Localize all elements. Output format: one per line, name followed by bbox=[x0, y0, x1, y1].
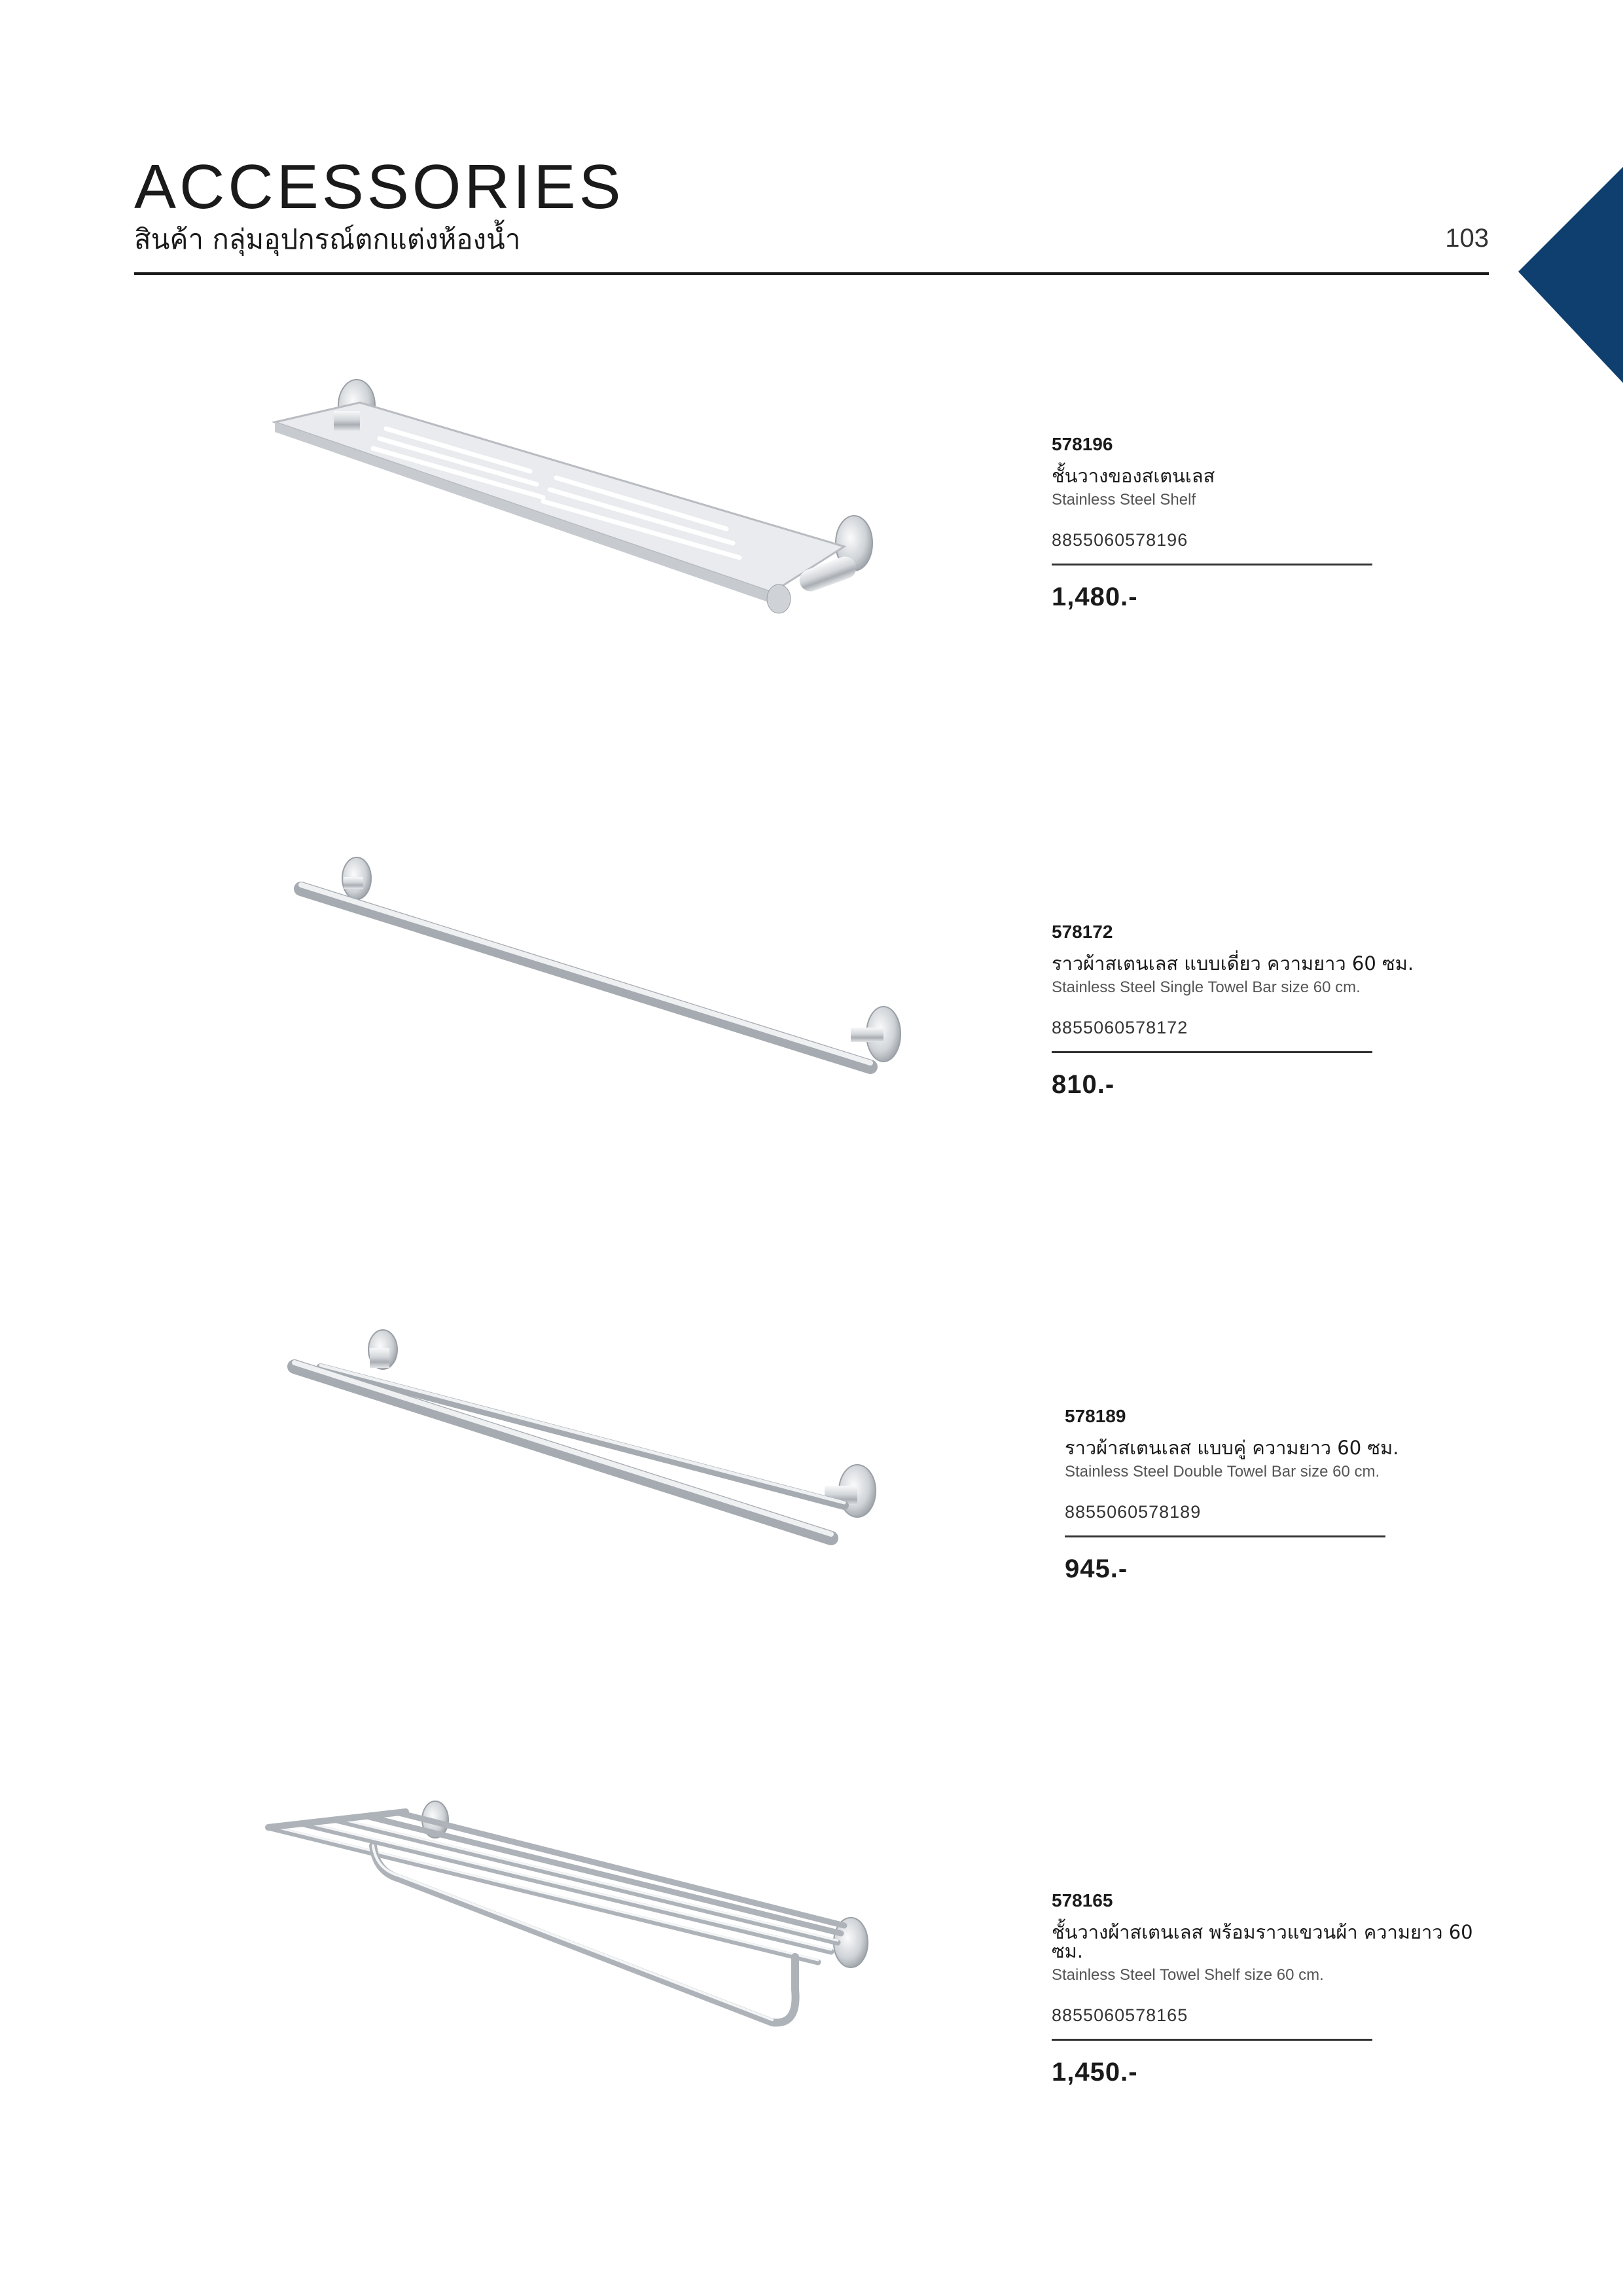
page-title: ACCESSORIES bbox=[134, 152, 624, 222]
product-barcode: 8855060578165 bbox=[1052, 2005, 1188, 2025]
product-name-english: Stainless Steel Double Towel Bar size 60 cm. bbox=[1065, 1463, 1380, 1480]
product-name-english: Stainless Steel Single Towel Bar size 60 cm. bbox=[1052, 978, 1361, 996]
page-number: 103 bbox=[1445, 224, 1489, 253]
product-price: 945.- bbox=[1065, 1554, 1128, 1583]
product-info-578189 bbox=[1065, 1407, 1431, 1582]
page-subtitle: สินค้า กลุ่มอุปกรณ์ตกแต่งห้องน้ำ bbox=[134, 223, 521, 255]
product-code: 578172 bbox=[1052, 922, 1113, 942]
product-info-578165 bbox=[1052, 1892, 1510, 2085]
product-name-english: Stainless Steel Towel Shelf size 60 cm. bbox=[1052, 1966, 1324, 1984]
product-barcode: 8855060578189 bbox=[1065, 1502, 1202, 1522]
product-divider bbox=[1052, 564, 1372, 565]
corner-tab-triangle bbox=[1518, 167, 1623, 383]
header-divider bbox=[134, 272, 1489, 275]
product-name-thai: ชั้นวางของสเตนเลส bbox=[1052, 465, 1215, 487]
product-name-english: Stainless Steel Shelf bbox=[1052, 491, 1196, 509]
product-price: 1,450.- bbox=[1052, 2058, 1138, 2087]
product-name-thai: ราวผ้าสเตนเลส แบบคู่ ความยาว 60 ซม. bbox=[1065, 1437, 1399, 1459]
product-name-thai: ชั้นวางผ้าสเตนเลส พร้อมราวแขวนผ้า ความยาว 60 ซม. bbox=[1052, 1921, 1473, 1962]
product-divider bbox=[1052, 1051, 1372, 1053]
double-towel-bar-icon bbox=[281, 1329, 903, 1577]
stainless-steel-shelf-icon bbox=[255, 367, 877, 628]
product-code: 578189 bbox=[1065, 1406, 1126, 1426]
product-code: 578196 bbox=[1052, 434, 1113, 454]
single-towel-bar-icon bbox=[288, 851, 910, 1086]
product-info-578196 bbox=[1052, 435, 1418, 610]
product-barcode: 8855060578172 bbox=[1052, 1018, 1188, 1037]
towel-shelf-with-bar-icon bbox=[262, 1800, 883, 2049]
product-price: 810.- bbox=[1052, 1070, 1115, 1099]
product-code: 578165 bbox=[1052, 1890, 1113, 1910]
product-price: 1,480.- bbox=[1052, 583, 1138, 611]
product-divider bbox=[1065, 1535, 1385, 1537]
product-divider bbox=[1052, 2039, 1372, 2041]
product-info-578172 bbox=[1052, 923, 1418, 1098]
product-name-thai: ราวผ้าสเตนเลส แบบเดี่ยว ความยาว 60 ซม. bbox=[1052, 952, 1414, 975]
product-barcode: 8855060578196 bbox=[1052, 530, 1188, 550]
